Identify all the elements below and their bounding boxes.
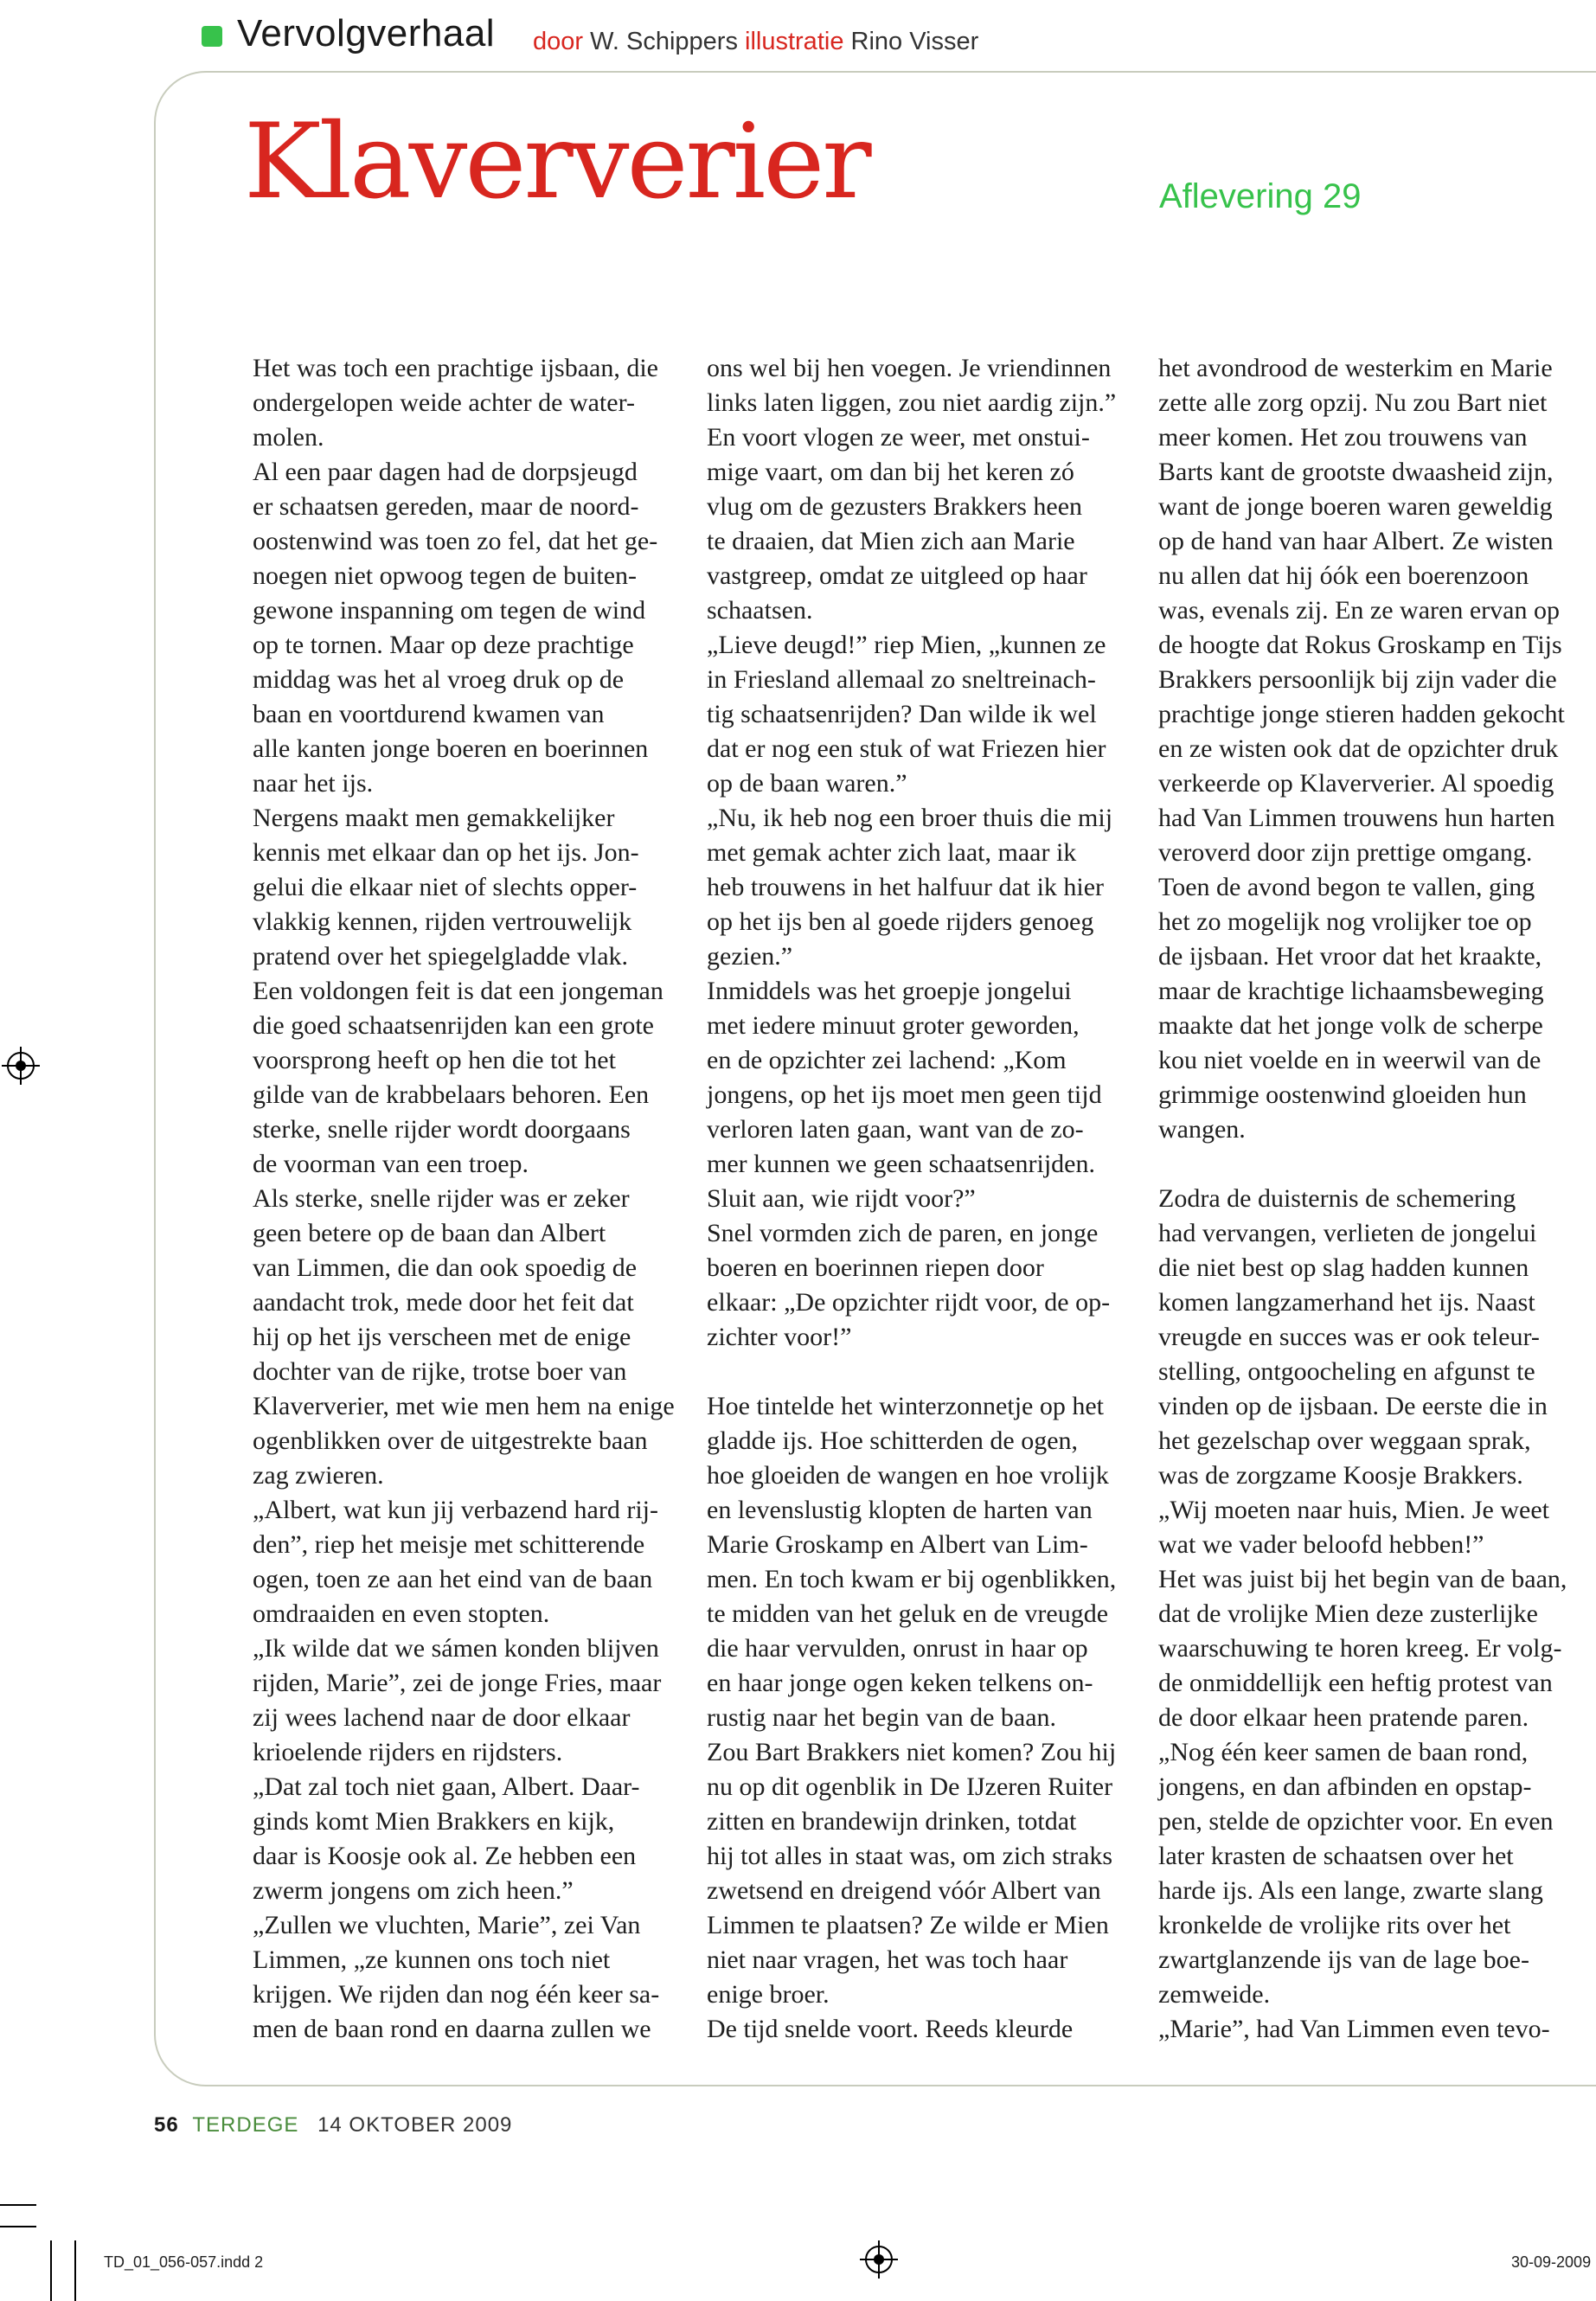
- text-column-3: [1158, 351, 1595, 2047]
- text-line: zitten en brandewijn drinken, totdat: [707, 1807, 1077, 1836]
- text-line: Zodra de duisternis de schemering: [1158, 1184, 1516, 1213]
- text-line: voorsprong heeft op hen die tot het: [253, 1046, 616, 1074]
- section-label: Vervolgverhaal: [237, 12, 496, 54]
- text-line: hij tot alles in staat was, om zich straks: [707, 1842, 1113, 1870]
- text-line: vinden op de ijsbaan. De eerste die in: [1158, 1392, 1548, 1420]
- article-title: Klaververier: [244, 102, 869, 222]
- text-line: Marie Groskamp en Albert van Lim-: [707, 1530, 1088, 1559]
- text-line: pen, stelde de opzichter voor. En even: [1158, 1807, 1554, 1836]
- text-line: den”, riep het meisje met schitterende: [253, 1530, 645, 1559]
- text-line: vreugde en succes was er ook teleur-: [1158, 1323, 1540, 1351]
- text-line: boeren en boerinnen riepen door: [707, 1253, 1044, 1282]
- text-line: er schaatsen gereden, maar de noord-: [253, 492, 639, 521]
- text-line: „Nu, ik heb nog een broer thuis die mij: [707, 804, 1113, 832]
- text-line: verloren laten gaan, want van de zo-: [707, 1115, 1084, 1144]
- text-line: Het was juist bij het begin van de baan,: [1158, 1565, 1567, 1593]
- page-number: 56: [154, 2113, 179, 2137]
- text-line: zette alle zorg opzij. Nu zou Bart niet: [1158, 388, 1548, 417]
- text-line: wat we vader beloofd hebben!”: [1158, 1530, 1484, 1559]
- text-line: Als sterke, snelle rijder was er zeker: [253, 1184, 630, 1213]
- text-line: hoe gloeiden de wangen en hoe vrolijk: [707, 1461, 1109, 1490]
- registration-mark-icon: [7, 1052, 35, 1080]
- text-line: de door elkaar heen pratende paren.: [1158, 1703, 1529, 1732]
- text-line: en haar jonge ogen keken telkens on-: [707, 1669, 1093, 1697]
- text-line: had Van Limmen trouwens hun harten: [1158, 804, 1555, 832]
- text-line: want de jonge boeren waren geweldig: [1158, 492, 1553, 521]
- text-line: gladde ijs. Hoe schitterden de ogen,: [707, 1426, 1079, 1455]
- text-line: nu op dit ogenblik in De IJzeren Ruiter: [707, 1772, 1113, 1801]
- text-line: later krasten de schaatsen over het: [1158, 1842, 1514, 1870]
- text-line: „Ik wilde dat we sámen konden blijven: [253, 1634, 659, 1663]
- text-line: Toen de avond begon te vallen, ging: [1158, 873, 1535, 901]
- text-line: Het was toch een prachtige ijsbaan, die: [253, 354, 658, 382]
- text-line: baan en voortdurend kwamen van: [253, 700, 605, 728]
- text-line: vastgreep, omdat ze uitgleed op haar: [707, 561, 1087, 590]
- text-line: met gemak achter zich laat, maar ik: [707, 838, 1077, 867]
- text-line: omdraaiden en even stopten.: [253, 1599, 550, 1628]
- text-line: van Limmen, die dan ook spoedig de: [253, 1253, 638, 1282]
- text-line: Barts kant de grootste dwaasheid zijn,: [1158, 458, 1554, 486]
- text-line: zag zwieren.: [253, 1461, 384, 1490]
- text-line: hij op het ijs verscheen met de enige: [253, 1323, 631, 1351]
- byline: [533, 28, 978, 56]
- text-line: Al een paar dagen had de dorpsjeugd: [253, 458, 638, 486]
- text-line: jongens, en dan afbinden en opstap-: [1158, 1772, 1532, 1801]
- text-line: en ze wisten ook dat de opzichter druk: [1158, 734, 1559, 763]
- text-line: die haar vervulden, onrust in haar op: [707, 1634, 1088, 1663]
- text-column-2: [707, 351, 1144, 2047]
- text-line: kou niet voelde en in weerwil van de: [1158, 1046, 1542, 1074]
- text-line: vlug om de gezusters Brakkers heen: [707, 492, 1083, 521]
- text-line: links laten liggen, zou niet aardig zijn.”: [707, 388, 1117, 417]
- text-line: Nergens maakt men gemakkelijker: [253, 804, 615, 832]
- text-line: rijden, Marie”, zei de jonge Fries, maar: [253, 1669, 662, 1697]
- text-line: men. En toch kwam er bij ogenblikken,: [707, 1565, 1117, 1593]
- text-line: aandacht trok, mede door het feit dat: [253, 1288, 634, 1317]
- text-line: nu allen dat hij óók een boerenzoon: [1158, 561, 1529, 590]
- text-line: „Zullen we vluchten, Marie”, zei Van: [253, 1911, 641, 1939]
- text-line: „Nog één keer samen de baan rond,: [1158, 1738, 1529, 1766]
- section-marker-icon: [202, 26, 222, 47]
- text-line: oostenwind was toen zo fel, dat het ge-: [253, 527, 658, 555]
- text-line: Limmen, „ze kunnen ons toch niet: [253, 1945, 611, 1974]
- text-line: noegen niet opwoog tegen de buiten-: [253, 561, 638, 590]
- text-line: en de opzichter zei lachend: „Kom: [707, 1046, 1067, 1074]
- text-line: enige broer.: [707, 1980, 830, 2009]
- text-line: op de hand van haar Albert. Ze wisten: [1158, 527, 1554, 555]
- text-line: daar is Koosje ook al. Ze hebben een: [253, 1842, 637, 1870]
- text-line: zwartglanzende ijs van de lage boe-: [1158, 1945, 1529, 1974]
- text-line: zwetsend en dreigend vóór Albert van: [707, 1876, 1101, 1905]
- text-line: ogen, toen ze aan het eind van de baan: [253, 1565, 653, 1593]
- text-line: middag was het al vroeg druk op de: [253, 665, 625, 694]
- text-line: „Albert, wat kun jij verbazend hard rij-: [253, 1496, 658, 1524]
- text-line: was, evenals zij. En ze waren ervan op: [1158, 596, 1560, 625]
- text-line: die goed schaatsenrijden kan een grote: [253, 1011, 654, 1040]
- text-line: prachtige jonge stieren hadden gekocht: [1158, 700, 1565, 728]
- magazine-name: TERDEGE: [192, 2113, 299, 2137]
- text-line: [1158, 1147, 1595, 1182]
- text-line: Snel vormden zich de paren, en jonge: [707, 1219, 1099, 1247]
- text-line: maakte dat het jonge volk de scherpe: [1158, 1011, 1543, 1040]
- text-line: het gezelschap over weggaan sprak,: [1158, 1426, 1531, 1455]
- text-line: was de zorgzame Koosje Brakkers.: [1158, 1461, 1523, 1490]
- text-line: en levenslustig klopten de harten van: [707, 1496, 1093, 1524]
- text-line: Klaververier, met wie men hem na enige: [253, 1392, 675, 1420]
- text-line: rustig naar het begin van de baan.: [707, 1703, 1057, 1732]
- byline-author: W. Schippers: [590, 28, 738, 55]
- text-line: En voort vlogen ze weer, met onstui-: [707, 423, 1090, 452]
- text-line: de hoogte dat Rokus Groskamp en Tijs: [1158, 631, 1562, 659]
- text-line: had vervangen, verlieten de jongelui: [1158, 1219, 1537, 1247]
- text-line: meer komen. Het zou trouwens van: [1158, 423, 1528, 452]
- text-line: „Marie”, had Van Limmen even tevo-: [1158, 2015, 1550, 2043]
- text-line: die niet best op slag hadden kunnen: [1158, 1253, 1529, 1282]
- text-line: Inmiddels was het groepje jongelui: [707, 977, 1072, 1005]
- text-line: dat er nog een stuk of wat Friezen hier: [707, 734, 1106, 763]
- text-line: Zou Bart Brakkers niet komen? Zou hij: [707, 1738, 1117, 1766]
- text-line: gilde van de krabbelaars behoren. Een: [253, 1080, 650, 1109]
- text-line: gezien.”: [707, 942, 793, 971]
- text-line: „Wij moeten naar huis, Mien. Je weet: [1158, 1496, 1549, 1524]
- text-line: ondergelopen weide achter de water-: [253, 388, 635, 417]
- text-line: harde ijs. Als een lange, zwarte slang: [1158, 1876, 1543, 1905]
- slug-filename: TD_01_056-057.indd 2: [104, 2253, 264, 2271]
- text-line: niet naar vragen, het was toch haar: [707, 1945, 1068, 1974]
- text-line: zemweide.: [1158, 1980, 1271, 2009]
- text-line: de onmiddellijk een heftig protest van: [1158, 1669, 1553, 1697]
- text-line: te midden van het geluk en de vreugde: [707, 1599, 1109, 1628]
- text-line: veroverd door zijn prettige omgang.: [1158, 838, 1533, 867]
- text-line: stelling, ontgoocheling en afgunst te: [1158, 1357, 1535, 1386]
- page-footer: [154, 2113, 512, 2138]
- text-line: grimmige oostenwind gloeiden hun: [1158, 1080, 1527, 1109]
- crop-mark: [0, 2226, 36, 2227]
- text-line: „Lieve deugd!” riep Mien, „kunnen ze: [707, 631, 1106, 659]
- text-line: jongens, op het ijs moet men geen tijd: [707, 1080, 1102, 1109]
- text-line: de ijsbaan. Het vroor dat het kraakte,: [1158, 942, 1542, 971]
- text-line: kronkelde de vrolijke rits over het: [1158, 1911, 1511, 1939]
- text-line: mige vaart, om dan bij het keren zó: [707, 458, 1074, 486]
- text-line: pratend over het spiegelgladde vlak.: [253, 942, 629, 971]
- text-line: gelui die elkaar niet of slechts opper-: [253, 873, 638, 901]
- text-line: geen betere op de baan dan Albert: [253, 1219, 606, 1247]
- text-line: Limmen te plaatsen? Ze wilde er Mien: [707, 1911, 1109, 1939]
- text-line: sterke, snelle rijder wordt doorgaans: [253, 1115, 631, 1144]
- text-line: alle kanten jonge boeren en boerinnen: [253, 734, 649, 763]
- text-line: wangen.: [1158, 1115, 1246, 1144]
- text-line: men de baan rond en daarna zullen we: [253, 2015, 651, 2043]
- text-line: te draaien, dat Mien zich aan Marie: [707, 527, 1075, 555]
- crop-mark: [74, 2240, 76, 2301]
- registration-mark-icon: [865, 2246, 893, 2273]
- text-line: ogenblikken over de uitgestrekte baan: [253, 1426, 648, 1455]
- crop-mark: [0, 2204, 36, 2206]
- text-line: mer kunnen we geen schaatsenrijden.: [707, 1150, 1095, 1178]
- text-line: op het ijs ben al goede rijders genoeg: [707, 907, 1094, 936]
- text-line: verkeerde op Klaververier. Al spoedig: [1158, 769, 1554, 798]
- text-line: elkaar: „De opzichter rijdt voor, de op-: [707, 1288, 1111, 1317]
- text-column-1: [253, 351, 689, 2047]
- text-line: zwerm jongens om zich heen.”: [253, 1876, 574, 1905]
- text-line: naar het ijs.: [253, 769, 374, 798]
- text-line: het avondrood de westerkim en Marie: [1158, 354, 1553, 382]
- byline-illustration-label: illustratie: [745, 28, 844, 55]
- text-line: gewone inspanning om tegen de wind: [253, 596, 646, 625]
- text-line: met iedere minuut groter geworden,: [707, 1011, 1080, 1040]
- text-line: tig schaatsenrijden? Dan wilde ik wel: [707, 700, 1097, 728]
- text-line: komen langzamerhand het ijs. Naast: [1158, 1288, 1535, 1317]
- byline-by-label: door: [533, 28, 584, 55]
- text-line: de voorman van een troep.: [253, 1150, 529, 1178]
- text-line: zij wees lachend naar de door elkaar: [253, 1703, 631, 1732]
- text-line: in Friesland allemaal zo sneltreinach-: [707, 665, 1096, 694]
- issue-date: 14 OKTOBER 2009: [317, 2113, 513, 2137]
- text-line: De tijd snelde voort. Reeds kleurde: [707, 2015, 1074, 2043]
- text-line: ginds komt Mien Brakkers en kijk,: [253, 1807, 615, 1836]
- text-line: vlakkig kennen, rijden vertrouwelijk: [253, 907, 632, 936]
- text-line: [707, 1355, 1144, 1389]
- text-line: maar de krachtige lichaamsbeweging: [1158, 977, 1544, 1005]
- text-line: krijgen. We rijden dan nog één keer sa-: [253, 1980, 660, 2009]
- crop-mark: [50, 2240, 52, 2301]
- text-line: schaatsen.: [707, 596, 813, 625]
- text-line: Brakkers persoonlijk bij zijn vader die: [1158, 665, 1557, 694]
- text-line: „Dat zal toch niet gaan, Albert. Daar-: [253, 1772, 640, 1801]
- text-line: dochter van de rijke, trotse boer van: [253, 1357, 627, 1386]
- text-line: het zo mogelijk nog vrolijker toe op: [1158, 907, 1532, 936]
- text-line: molen.: [253, 423, 324, 452]
- episode-label: Aflevering 29: [1159, 177, 1362, 215]
- text-line: ons wel bij hen voegen. Je vriendinnen: [707, 354, 1112, 382]
- text-line: waarschuwing te horen kreeg. Er volg-: [1158, 1634, 1562, 1663]
- slug-timestamp: 30-09-2009: [1511, 2253, 1592, 2271]
- text-line: Een voldongen feit is dat een jongeman: [253, 977, 663, 1005]
- text-line: zichter voor!”: [707, 1323, 852, 1351]
- text-line: op te tornen. Maar op deze prachtige: [253, 631, 634, 659]
- text-line: dat de vrolijke Mien deze zusterlijke: [1158, 1599, 1538, 1628]
- text-line: op de baan waren.”: [707, 769, 907, 798]
- text-line: Hoe tintelde het winterzonnetje op het: [707, 1392, 1105, 1420]
- byline-illustrator: Rino Visser: [850, 28, 979, 55]
- text-line: Sluit aan, wie rijdt voor?”: [707, 1184, 976, 1213]
- text-line: heb trouwens in het halfuur dat ik hier: [707, 873, 1105, 901]
- text-line: krioelende rijders en rijdsters.: [253, 1738, 563, 1766]
- text-line: kennis met elkaar dan op het ijs. Jon-: [253, 838, 639, 867]
